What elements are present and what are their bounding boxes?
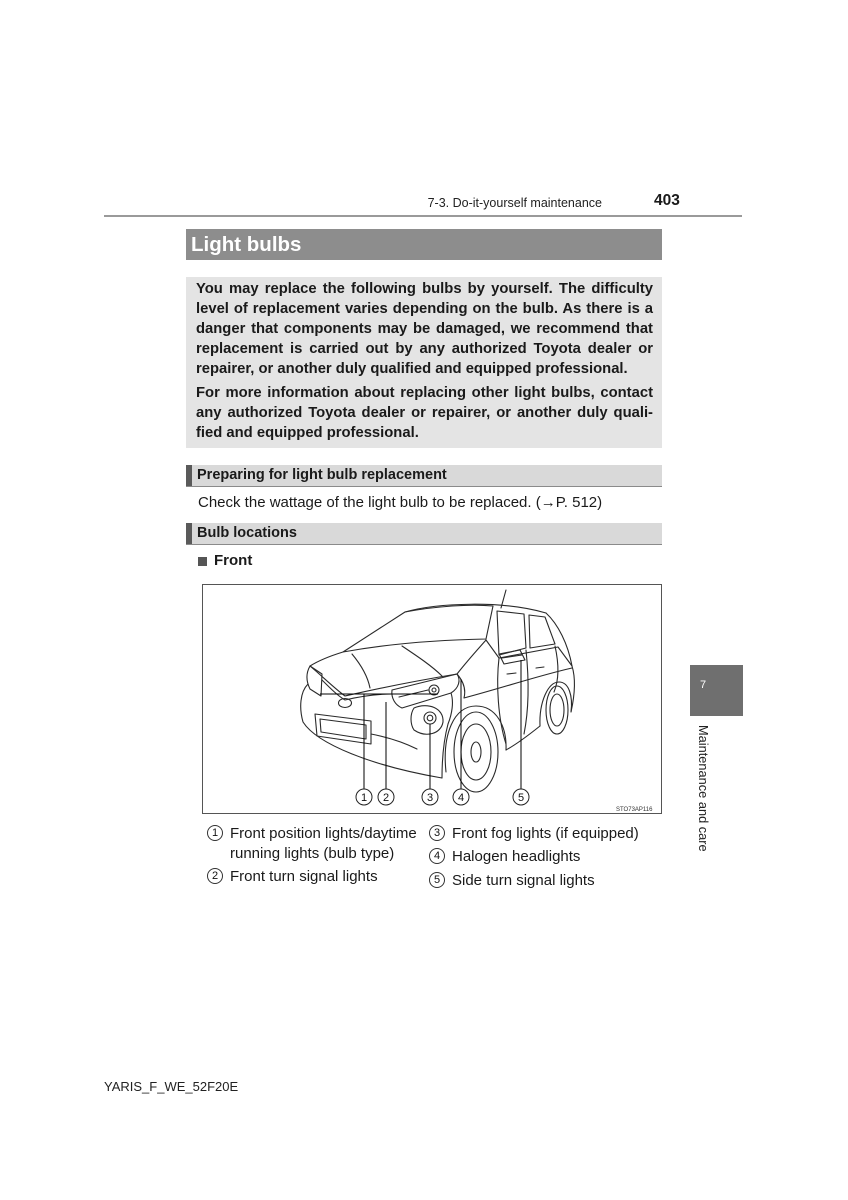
section-heading-preparing: Preparing for light bulb replacement	[197, 467, 447, 483]
intro-line: You may replace the following bulbs by yourself. The difficulty	[196, 281, 653, 297]
figure-code: STO73AP116	[616, 807, 653, 813]
callout-4	[453, 789, 469, 805]
intro-paragraph	[196, 383, 653, 443]
callout-number: 1	[360, 792, 368, 804]
header-rule	[104, 215, 742, 217]
legend-number: 4	[429, 848, 445, 864]
callout-1	[356, 789, 372, 805]
legend-label: Halogen headlights	[452, 848, 581, 865]
page-title: Light bulbs	[191, 233, 302, 256]
section-heading-bulb-locations: Bulb locations	[197, 525, 297, 541]
callout-number: 5	[517, 792, 525, 804]
running-header-section: 7-3. Do-it-yourself maintenance	[427, 196, 602, 210]
legend-number: 2	[207, 868, 223, 884]
intro-line: level of replacement varies depending on the bulb. As there is a	[196, 301, 653, 317]
callout-number: 2	[382, 792, 390, 804]
legend-number: 3	[429, 825, 445, 841]
chapter-tab	[690, 665, 743, 716]
intro-line: fied and equipped professional.	[196, 425, 419, 441]
callout-2	[378, 789, 394, 805]
section-stripe	[186, 465, 192, 486]
intro-line: repairer, or another duly qualified and equipped professional.	[196, 361, 628, 377]
callout-5	[513, 789, 529, 805]
intro-paragraph	[196, 279, 653, 379]
front-bulb-locations-figure	[202, 584, 662, 814]
intro-line: danger that components may be damaged, we recommend that	[196, 321, 653, 337]
page-number: 403	[654, 192, 680, 209]
legend-label: Front fog lights (if equipped)	[452, 825, 639, 842]
intro-line: For more information about replacing other light bulbs, contact	[196, 385, 653, 401]
preparing-text: Check the wattage of the light bulb to be replaced. (→P. 512)	[198, 494, 603, 511]
chapter-tab-number: 7	[700, 679, 707, 691]
callout-number: 4	[457, 792, 465, 804]
callout-number: 3	[426, 792, 434, 804]
legend-label: Front turn signal lights	[230, 868, 378, 885]
callout-3	[422, 789, 438, 805]
legend-number: 1	[207, 825, 223, 841]
legend-number: 5	[429, 872, 445, 888]
subheading-front: Front	[214, 552, 253, 569]
intro-notice-text	[196, 279, 653, 443]
intro-line: any authorized Toyota dealer or repairer, or another duly quali-	[196, 405, 653, 421]
footer-code: YARIS_F_WE_52F20E	[104, 1079, 239, 1094]
chapter-tab-label: Maintenance and care	[696, 725, 711, 852]
square-bullet-icon	[198, 557, 207, 566]
legend-label: Side turn signal lights	[452, 872, 595, 889]
intro-line: replacement is carried out by any authorized Toyota dealer or	[196, 341, 653, 357]
section-stripe	[186, 523, 192, 544]
legend-label: Front position lights/daytime running lights (bulb type)	[230, 825, 417, 862]
